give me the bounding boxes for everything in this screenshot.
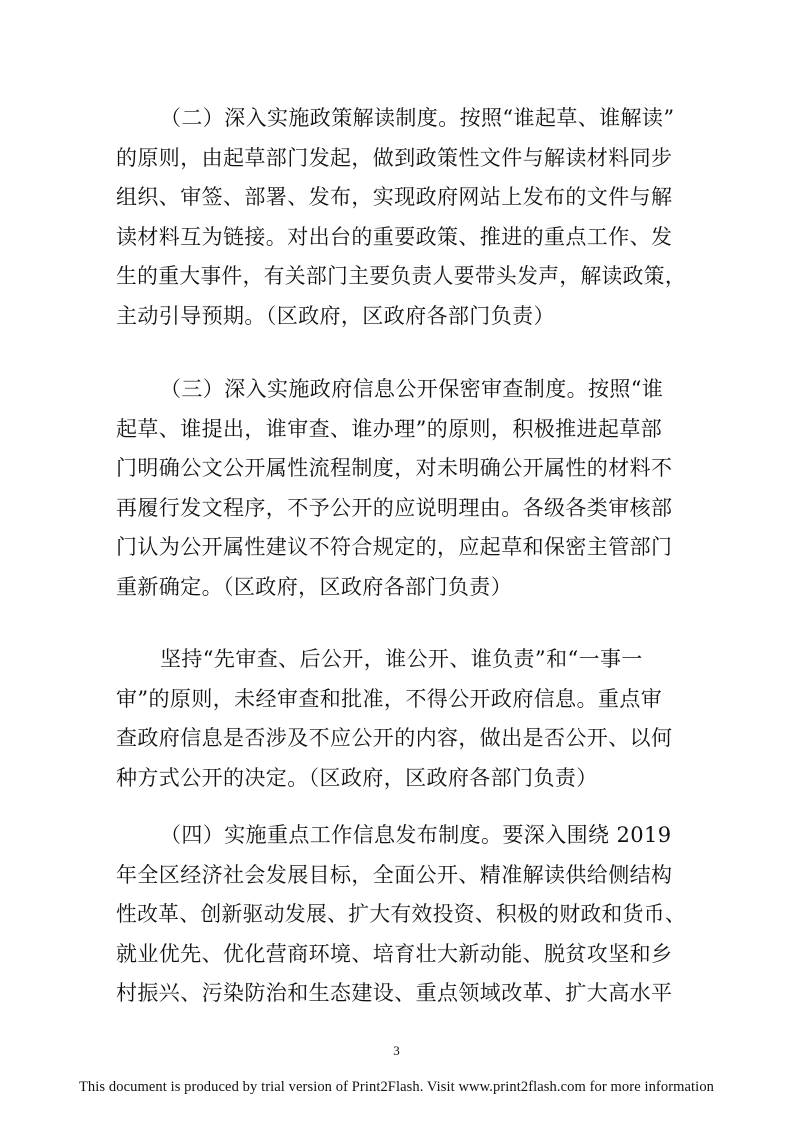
- page-number: 3: [393, 1043, 400, 1058]
- text-line: 性改革、创新驱动发展、扩大有效投资、积极的财政和货币、: [116, 902, 687, 926]
- paragraph-confidentiality-review: [116, 370, 686, 607]
- text-line: 组织、审签、部署、发布，实现政府网站上发布的文件与解: [116, 185, 673, 209]
- text-line: 查政府信息是否涉及不应公开的内容，做出是否公开、以何: [116, 726, 673, 750]
- text-line: 坚持“先审查、后公开，谁公开、谁负责”和“一事一: [160, 647, 643, 671]
- trial-watermark: This document is produced by trial version of Print2Flash. Visit www.print2flash.com for more information: [78, 1079, 715, 1095]
- text-line: 主动引导预期。（区政府，区政府各部门负责）: [116, 303, 555, 328]
- text-line: 门认为公开属性建议不符合规定的，应起草和保密主管部门: [116, 535, 673, 559]
- text-line: 门明确公文公开属性流程制度，对未明确公开属性的材料不: [116, 456, 673, 480]
- text-line: （四）实施重点工作信息发布制度。要深入围绕 2019: [160, 823, 672, 847]
- text-line: 就业优先、优化营商环境、培育壮大新动能、脱贫攻坚和乡: [116, 941, 673, 966]
- text-line: 再履行发文程序，不予公开的应说明理由。各级各类审核部: [116, 495, 673, 520]
- paragraph-key-work-release: [116, 816, 686, 1014]
- text-line: 生的重大事件，有关部门主要负责人要带头发声，解读政策，: [116, 264, 687, 288]
- text-line: 年全区经济社会发展目标，全面公开、精准解读供给侧结构: [116, 862, 673, 887]
- text-line: 的原则，由起草部门发起，做到政策性文件与解读材料同步: [116, 145, 673, 170]
- paragraph-policy-interpretation: [116, 99, 686, 336]
- paragraph-review-principle: [116, 640, 686, 798]
- text-line: 重新确定。（区政府，区政府各部门负责）: [116, 574, 513, 599]
- text-line: （二）深入实施政策解读制度。按照“谁起草、谁解读”: [160, 106, 675, 130]
- text-line: 起草、谁提出，谁审查、谁办理”的原则，积极推进起草部: [116, 416, 663, 441]
- text-line: （三）深入实施政府信息公开保密审查制度。按照“谁: [160, 377, 664, 401]
- text-line: 读材料互为链接。对出台的重要政策、推进的重点工作、发: [116, 224, 673, 249]
- text-line: 种方式公开的决定。（区政府，区政府各部门负责）: [116, 765, 598, 790]
- text-line: 审”的原则，未经审查和批准，不得公开政府信息。重点审: [116, 686, 663, 711]
- text-line: 村振兴、污染防治和生态建设、重点领域改革、扩大高水平: [116, 981, 673, 1005]
